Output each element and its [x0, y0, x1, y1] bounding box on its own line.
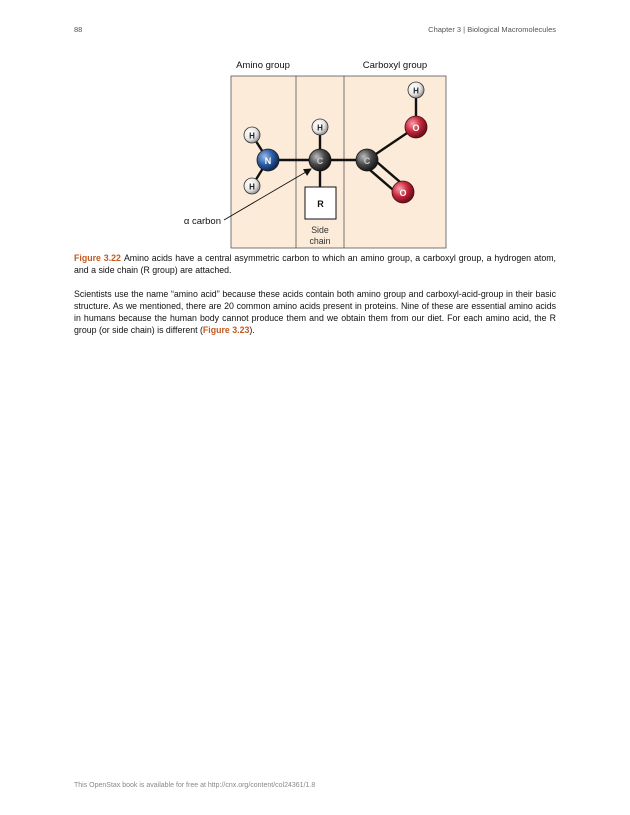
amino-group-label: Amino group	[236, 60, 290, 71]
hydrogen-atom-n-bottom-label: H	[249, 182, 255, 192]
amino-acid-figure	[0, 0, 630, 260]
figure-caption	[74, 252, 556, 276]
alpha-carbon-label: α carbon	[183, 216, 221, 227]
alpha-carbon-atom-label: C	[316, 156, 324, 166]
nitrogen-atom-label: N	[264, 156, 272, 166]
body-paragraph-text: Scientists use the name “amino acid” because these acids contain both amino group and carboxyl-acid-group in their basic structure. As we mentioned, there are 20 common amino acids present in proteins. Nine of these are essential amino acids in humans because the human body cannot produce them and we obtain them from our diet. For each amino acid, the R group (or side chain) is different (	[74, 289, 556, 335]
hydrogen-atom-hydroxyl-label: H	[413, 86, 419, 96]
figure-caption-label: Figure 3.22	[74, 253, 121, 263]
amino-acid-diagram	[0, 0, 630, 260]
carboxyl-group-label: Carboxyl group	[362, 60, 428, 71]
page-number: 88	[74, 25, 83, 34]
chapter-title: Chapter 3 | Biological Macromolecules	[428, 25, 556, 34]
side-chain-label-line2: chain	[309, 236, 331, 246]
figure-caption-text: Amino acids have a central asymmetric carbon to which an amino group, a carboxyl group, a hydrogen atom, and a side chain (R group) are attached.	[74, 253, 557, 275]
hydroxyl-oxygen-atom-label: O	[412, 123, 420, 133]
hydrogen-atom-n-top-label: H	[249, 131, 255, 141]
carbonyl-oxygen-atom-label: O	[399, 188, 407, 198]
body-paragraph-end: ).	[249, 325, 255, 335]
figure-reference-link[interactable]: Figure 3.23	[202, 325, 250, 335]
carboxyl-carbon-atom-label: C	[363, 156, 371, 166]
body-paragraph	[74, 288, 556, 336]
hydrogen-atom-alpha-label: H	[317, 123, 323, 133]
r-group-label: R	[317, 199, 324, 209]
side-chain-label-line1: Side	[311, 225, 329, 235]
footer-note: This OpenStax book is available for free at http://cnx.org/content/col24361/1.8	[74, 782, 316, 789]
